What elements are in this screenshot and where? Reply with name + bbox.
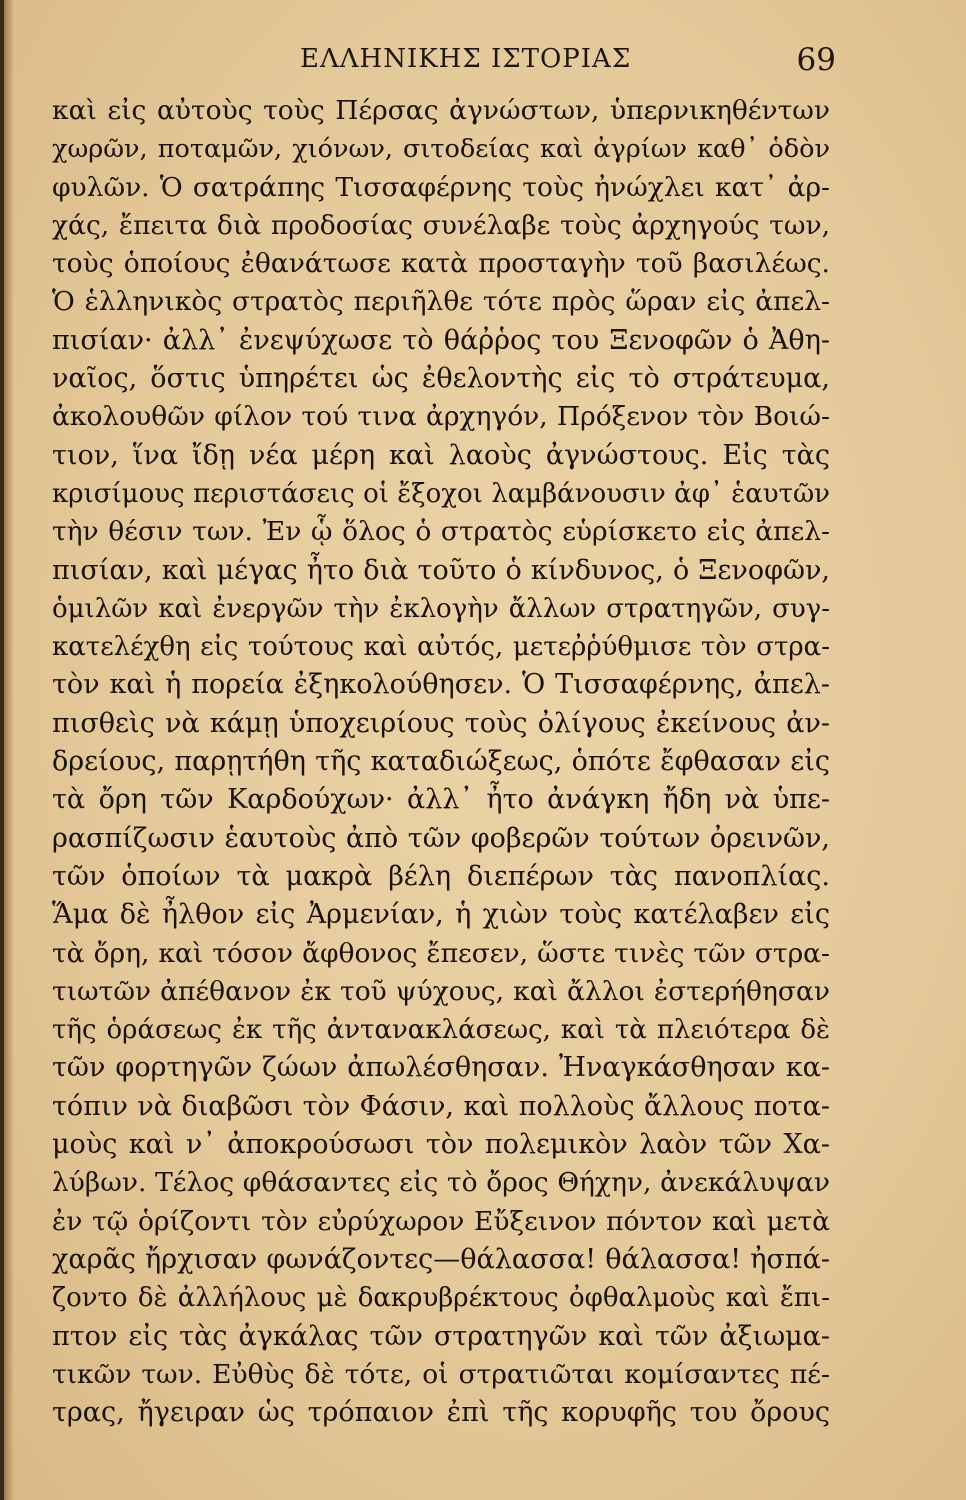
text-line: ἀκολουθῶν φίλον τού τινα ἀρχηγόν, Πρόξενον τὸν Βοιώ- [52,401,830,433]
text-line: μοὺς καὶ ν᾽ ἀποκρούσωσι τὸν πολεμικὸν λαὸν τῶν Χα- [52,1129,830,1161]
text-line: χωρῶν, ποταμῶν, χιόνων, σιτοδείας καὶ ἀγρίων καθ᾽ ὁδὸν [52,134,830,165]
text-line: τὸν καὶ ἡ πορεία ἐξηκολούθησεν. Ὁ Τισσαφέρνης, ἀπελ- [52,669,830,701]
text-line: Ἅμα δὲ ἦλθον εἰς Ἀρμενίαν, ἡ χιὼν τοὺς κατέλαβεν εἰς [52,899,830,931]
body-text [52,92,830,1432]
text-line: χάς, ἔπειτα διὰ προδοσίας συνέλαβε τοὺς ἀρχηγούς των, [52,209,830,241]
text-line: τικῶν των. Εὐθὺς δὲ τότε, οἱ στρατιῶται κομίσαντες πέ- [52,1358,830,1390]
text-line: καὶ εἰς αὐτοὺς τοὺς Πέρσας ἀγνώστων, ὑπερνικηθέντων [52,95,830,126]
page-number: 69 [796,42,836,78]
text-line: ὁμιλῶν καὶ ἐνεργῶν τὴν ἐκλογὴν ἄλλων στρατηγῶν, συγ- [52,593,830,624]
text-line: τιωτῶν ἀπέθανον ἐκ τοῦ ψύχους, καὶ ἄλλοι ἐστερήθησαν [52,975,830,1007]
text-line: ζοντο δὲ ἀλλήλους μὲ δακρυβρέκτους ὀφθαλμοὺς καὶ ἔπι- [52,1283,830,1314]
text-line: ρασπίζωσιν ἑαυτοὺς ἀπὸ τῶν φοβερῶν τούτων ὀρεινῶν, [52,822,830,854]
text-line: τῶν φορτηγῶν ζώων ἀπωλέσθησαν. Ἠναγκάσθησαν κα- [52,1052,830,1084]
text-line: τῶν ὁποίων τὰ μακρὰ βέλη διεπέρων τὰς πανοπλίας. [52,860,830,892]
text-line: κατελέχθη εἰς τούτους καὶ αὐτός, μετεῤῥύθμισε τὸν στρα- [52,632,830,663]
text-line: πισθεὶς νὰ κάμῃ ὑποχειρίους τοὺς ὀλίγους ἐκείνους ἀν- [52,707,830,739]
text-line: τὴν θέσιν των. Ἐν ᾧ ὅλος ὁ στρατὸς εὑρίσκετο εἰς ἀπελ- [52,516,830,548]
text-line: πισίαν· ἀλλ᾽ ἐνεψύχωσε τὸ θάῤῥος του Ξενοφῶν ὁ Ἀθη- [52,324,830,356]
text-line: τὰ ὄρη, καὶ τόσον ἄφθονος ἔπεσεν, ὥστε τινὲς τῶν στρα- [52,937,830,969]
text-line: τῆς ὁράσεως ἐκ τῆς ἀντανακλάσεως, καὶ τὰ πλειότερα δὲ [52,1015,830,1046]
text-line: χαρᾶς ἤρχισαν φωνάζοντες—θάλασσα! θάλασσα! ἠσπά- [52,1243,830,1275]
text-line: κρισίμους περιστάσεις οἱ ἔξοχοι λαμβάνουσιν ἀφ᾽ ἑαυτῶν [52,478,830,509]
running-head: ΕΛΛΗΝΙΚΗΣ ΙΣΤΟΡΙΑΣ [300,44,632,74]
text-line: ἐν τῷ ὁρίζοντι τὸν εὐρύχωρον Εὔξεινον πόντον καὶ μετὰ [52,1205,830,1237]
text-line: δρείους, παρῃτήθη τῆς καταδιώξεως, ὁπότε ἔφθασαν εἰς [52,746,830,778]
text-line: πισίαν, καὶ μέγας ἦτο διὰ τοῦτο ὁ κίνδυνος, ὁ Ξενοφῶν, [52,554,830,586]
text-line: Ὁ ἑλληνικὸς στρατὸς περιῆλθε τότε πρὸς ὥραν εἰς ἀπελ- [52,286,830,318]
text-line: πτον εἰς τὰς ἀγκάλας τῶν στρατηγῶν καὶ τῶν ἀξιωμα- [52,1320,830,1352]
text-line: φυλῶν. Ὁ σατράπης Τισσαφέρνης τοὺς ἠνώχλει κατ᾽ ἀρ- [52,171,830,203]
text-line: ναῖος, ὅστις ὑπηρέτει ὡς ἐθελοντὴς εἰς τὸ στράτευμα, [52,363,830,395]
text-line: τοὺς ὁποίους ἐθανάτωσε κατὰ προσταγὴν τοῦ βασιλέως. [52,248,830,280]
text-line: τόπιν νὰ διαβῶσι τὸν Φάσιν, καὶ πολλοὺς ἄλλους ποτα- [52,1090,830,1122]
text-line: τὰ ὄρη τῶν Καρδούχων· ἀλλ᾽ ἦτο ἀνάγκη ἤδη νὰ ὑπε- [52,784,830,816]
text-line: τρας, ἤγειραν ὡς τρόπαιον ἐπὶ τῆς κορυφῆς του ὄρους [52,1397,830,1429]
page-edge [0,0,4,1500]
text-line: λύβων. Τέλος φθάσαντες εἰς τὸ ὄρος Θήχην, ἀνεκάλυψαν [52,1167,830,1199]
text-line: τιον, ἵνα ἴδῃ νέα μέρη καὶ λαοὺς ἀγνώστους. Εἰς τὰς [52,439,830,471]
